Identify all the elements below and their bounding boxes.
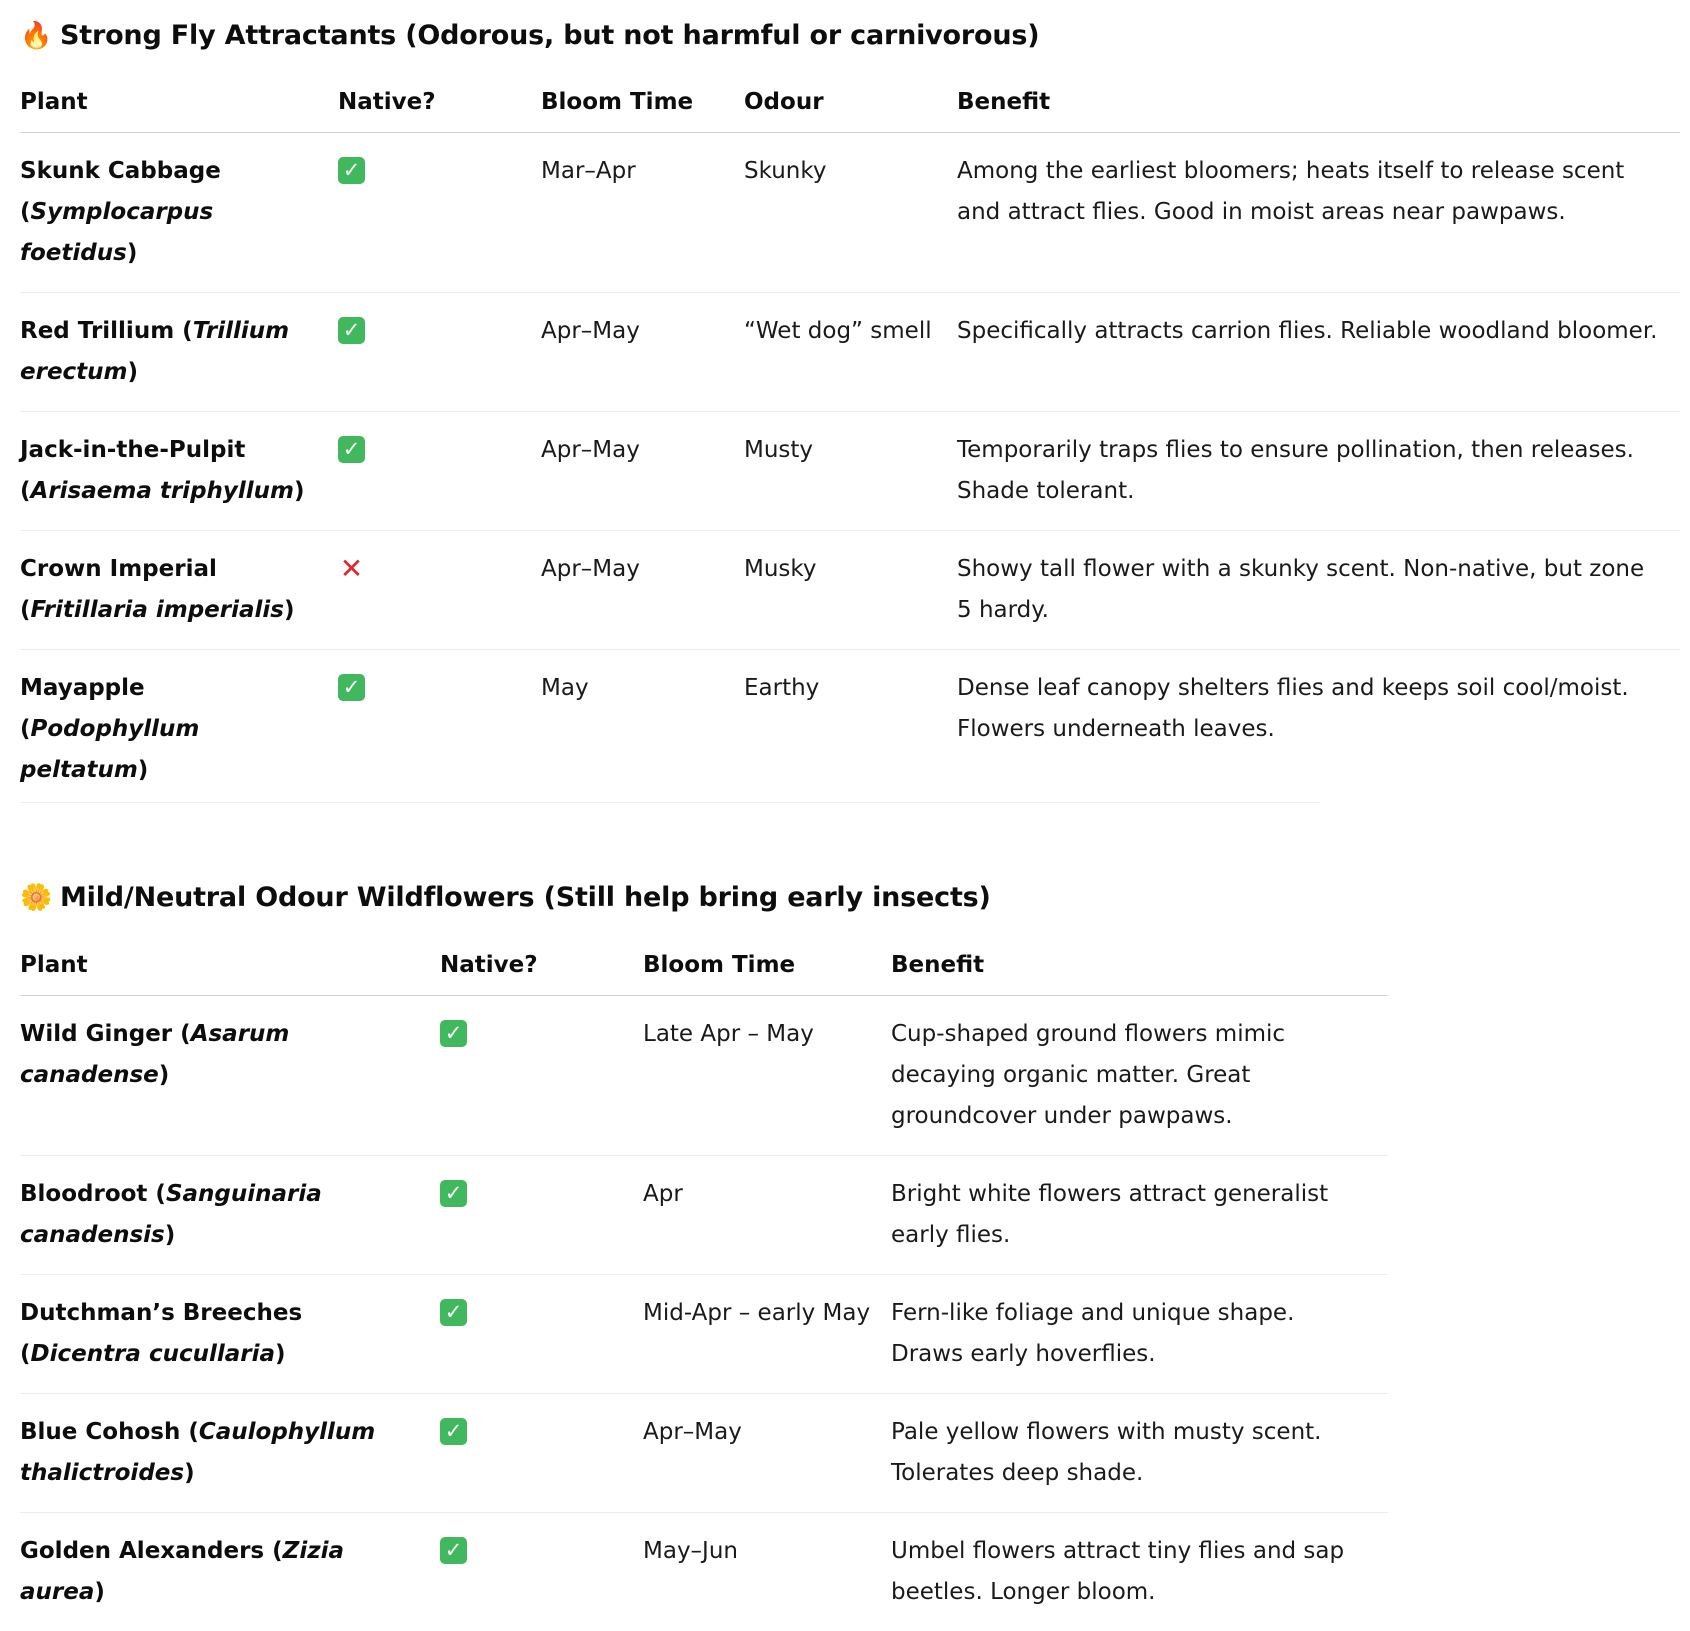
table-row bbox=[20, 650, 1680, 810]
bloom-time-cell: Apr–May bbox=[541, 531, 744, 650]
check-mark-icon: ✓ bbox=[338, 157, 365, 184]
check-mark-icon: ✓ bbox=[440, 1299, 467, 1326]
plant-latin-name: Sanguinaria canadensis bbox=[20, 1181, 322, 1248]
table-row bbox=[20, 1513, 1388, 1631]
column-header-plant: Plant bbox=[20, 80, 338, 133]
column-header-bloom-time: Bloom Time bbox=[541, 80, 744, 133]
bloom-time-cell: Mar–Apr bbox=[541, 133, 744, 293]
column-header-native: Native? bbox=[338, 80, 541, 133]
table-row bbox=[20, 1275, 1388, 1394]
section-heading-strong-attractants bbox=[20, 20, 1039, 51]
plant-latin-name: Caulophyllum thalictroides bbox=[20, 1419, 375, 1486]
native-cell bbox=[338, 531, 541, 650]
column-header-bloom-time: Bloom Time bbox=[643, 943, 891, 996]
plant-common-name: Golden Alexanders bbox=[20, 1538, 264, 1564]
bloom-time-cell: Apr–May bbox=[541, 293, 744, 412]
table-row bbox=[20, 996, 1388, 1156]
benefit-cell: Showy tall flower with a skunky scent. Non-native, but zone 5 hardy. bbox=[957, 531, 1680, 650]
column-header-odour: Odour bbox=[744, 80, 957, 133]
check-mark-icon: ✓ bbox=[338, 317, 365, 344]
native-cell bbox=[338, 293, 541, 412]
blossom-icon: 🌼 bbox=[20, 883, 50, 913]
plant-common-name: Mayapple bbox=[20, 675, 145, 701]
benefit-cell: Among the earliest bloomers; heats itself to release scent and attract flies. Good in moist areas near pawpaws. bbox=[957, 133, 1680, 293]
benefit-cell: Dense leaf canopy shelters flies and keeps soil cool/moist. Flowers underneath leaves. bbox=[957, 650, 1680, 810]
plant-cell: Golden Alexanders (Zizia aurea) bbox=[20, 1513, 440, 1631]
native-cell bbox=[338, 650, 541, 810]
bloom-time-cell: Mid-Apr – early May bbox=[643, 1275, 891, 1394]
benefit-cell: Specifically attracts carrion flies. Reliable woodland bloomer. bbox=[957, 293, 1680, 412]
plant-common-name: Blue Cohosh bbox=[20, 1419, 180, 1445]
benefit-cell: Fern-like foliage and unique shape. Draws early hoverflies. bbox=[891, 1275, 1388, 1394]
fire-icon: 🔥 bbox=[20, 21, 50, 51]
plant-cell: Wild Ginger (Asarum canadense) bbox=[20, 996, 440, 1156]
plant-latin-name: Podophyllum peltatum bbox=[20, 716, 199, 783]
native-cell bbox=[440, 1156, 643, 1275]
benefit-cell: Pale yellow flowers with musty scent. Tolerates deep shade. bbox=[891, 1394, 1388, 1513]
plant-common-name: Crown Imperial bbox=[20, 556, 217, 582]
table-header-row bbox=[20, 943, 1388, 996]
table-row bbox=[20, 531, 1680, 650]
plant-cell: Blue Cohosh (Caulophyllum thalictroides) bbox=[20, 1394, 440, 1513]
table-header-row bbox=[20, 80, 1680, 133]
bloom-time-cell: May bbox=[541, 650, 744, 810]
plant-cell: Crown Imperial (Fritillaria imperialis) bbox=[20, 531, 338, 650]
odour-cell: Musky bbox=[744, 531, 957, 650]
bloom-time-cell: May–Jun bbox=[643, 1513, 891, 1631]
check-mark-icon: ✓ bbox=[338, 436, 365, 463]
native-cell bbox=[440, 1394, 643, 1513]
plant-latin-name: Symplocarpus foetidus bbox=[20, 199, 213, 266]
table-body bbox=[20, 133, 1680, 810]
check-mark-icon: ✓ bbox=[338, 674, 365, 701]
table-row bbox=[20, 293, 1680, 412]
check-mark-icon: ✓ bbox=[440, 1537, 467, 1564]
odour-cell: Musty bbox=[744, 412, 957, 531]
native-cell bbox=[440, 996, 643, 1156]
check-mark-icon: ✓ bbox=[440, 1020, 467, 1047]
section-heading-mild-wildflowers bbox=[20, 882, 991, 913]
strong-attractants-table bbox=[20, 80, 1680, 809]
table-row bbox=[20, 412, 1680, 531]
column-header-benefit: Benefit bbox=[957, 80, 1680, 133]
table-body bbox=[20, 996, 1388, 1631]
column-header-native: Native? bbox=[440, 943, 643, 996]
plant-cell: Dutchman’s Breeches (Dicentra cucullaria) bbox=[20, 1275, 440, 1394]
check-mark-icon: ✓ bbox=[440, 1418, 467, 1445]
bloom-time-cell: Late Apr – May bbox=[643, 996, 891, 1156]
native-cell bbox=[338, 412, 541, 531]
plant-latin-name: Asarum canadense bbox=[20, 1021, 289, 1088]
plant-latin-name: Zizia aurea bbox=[20, 1538, 344, 1605]
plant-latin-name: Arisaema triphyllum bbox=[31, 478, 295, 504]
plant-common-name: Bloodroot bbox=[20, 1181, 147, 1207]
plant-cell: Red Trillium (Trillium erectum) bbox=[20, 293, 338, 412]
plant-common-name: Jack-in-the-Pulpit bbox=[20, 437, 245, 463]
odour-cell: Skunky bbox=[744, 133, 957, 293]
benefit-cell: Bright white flowers attract generalist early flies. bbox=[891, 1156, 1388, 1275]
section-title: Strong Fly Attractants (Odorous, but not harmful or carnivorous) bbox=[60, 20, 1039, 51]
bloom-time-cell: Apr–May bbox=[643, 1394, 891, 1513]
mild-wildflowers-table bbox=[20, 943, 1388, 1631]
table-row bbox=[20, 1394, 1388, 1513]
benefit-cell: Cup-shaped ground flowers mimic decaying organic matter. Great groundcover under pawpaws. bbox=[891, 996, 1388, 1156]
plant-latin-name: Dicentra cucullaria bbox=[31, 1341, 276, 1367]
table-row bbox=[20, 133, 1680, 293]
bloom-time-cell: Apr bbox=[643, 1156, 891, 1275]
plant-common-name: Skunk Cabbage bbox=[20, 158, 221, 184]
section-divider bbox=[20, 802, 1320, 803]
check-mark-icon: ✓ bbox=[440, 1180, 467, 1207]
plant-cell: Mayapple (Podophyllum peltatum) bbox=[20, 650, 338, 810]
table-row bbox=[20, 1156, 1388, 1275]
column-header-benefit: Benefit bbox=[891, 943, 1388, 996]
odour-cell: “Wet dog” smell bbox=[744, 293, 957, 412]
plant-latin-name: Fritillaria imperialis bbox=[31, 597, 284, 623]
native-cell bbox=[338, 133, 541, 293]
benefit-cell: Temporarily traps flies to ensure pollination, then releases. Shade tolerant. bbox=[957, 412, 1680, 531]
column-header-plant: Plant bbox=[20, 943, 440, 996]
plant-latin-name: Trillium erectum bbox=[20, 318, 289, 385]
native-cell bbox=[440, 1513, 643, 1631]
plant-common-name: Dutchman’s Breeches bbox=[20, 1300, 302, 1326]
cross-mark-icon: ✕ bbox=[338, 555, 365, 582]
plant-common-name: Wild Ginger bbox=[20, 1021, 172, 1047]
bloom-time-cell: Apr–May bbox=[541, 412, 744, 531]
plant-cell: Bloodroot (Sanguinaria canadensis) bbox=[20, 1156, 440, 1275]
plant-common-name: Red Trillium bbox=[20, 318, 174, 344]
section-title: Mild/Neutral Odour Wildflowers (Still help bring early insects) bbox=[60, 882, 991, 913]
native-cell bbox=[440, 1275, 643, 1394]
benefit-cell: Umbel flowers attract tiny flies and sap beetles. Longer bloom. bbox=[891, 1513, 1388, 1631]
plant-cell: Jack-in-the-Pulpit (Arisaema triphyllum) bbox=[20, 412, 338, 531]
odour-cell: Earthy bbox=[744, 650, 957, 810]
plant-cell: Skunk Cabbage (Symplocarpus foetidus) bbox=[20, 133, 338, 293]
